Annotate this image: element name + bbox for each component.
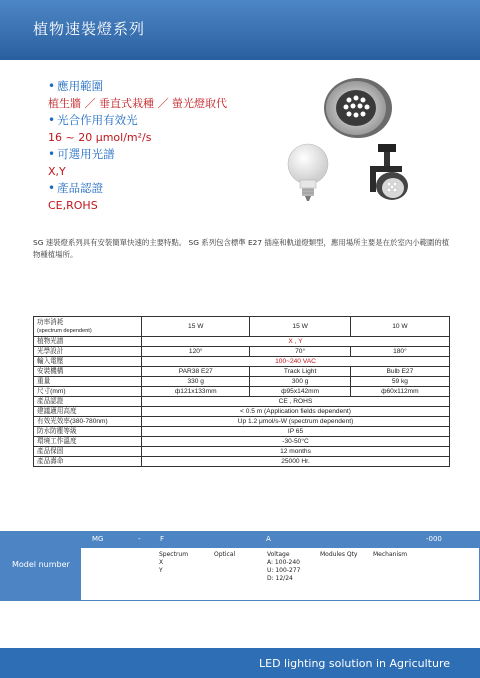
warranty-value: 12 months	[142, 447, 450, 457]
feature-application-values: 植生牆 ／ 垂直式栽種 ／ 螢光燈取代	[48, 97, 227, 110]
size-value-3: ф60x112mm	[350, 387, 449, 397]
temp-label: 環境工作溫度	[34, 437, 142, 447]
table-row	[34, 437, 450, 447]
par38-lamp-image	[316, 74, 396, 144]
temp-value: -30-50°C	[142, 437, 450, 447]
mount-value-2: Track Light	[250, 367, 350, 377]
table-row	[34, 317, 450, 337]
weight-value-3: 59 kg	[350, 377, 449, 387]
spectrum-value: X , Y	[142, 337, 450, 347]
feature-ppfd-title: • 光合作用有效光	[48, 113, 138, 127]
size-label: 尺寸(mm)	[34, 387, 142, 397]
model-voltage-options: Voltage A: 100-240 U: 100-277 D: 12/24	[267, 551, 301, 582]
table-row	[34, 447, 450, 457]
cert-value: CE , ROHS	[142, 397, 450, 407]
table-row	[34, 427, 450, 437]
model-number-label: Model number	[12, 560, 70, 569]
size-value-2: ф95x142mm	[250, 387, 350, 397]
feature-cert-title: • 產品認證	[48, 181, 104, 195]
weight-value-2: 300 g	[250, 377, 350, 387]
size-value-1: ф121x133mm	[142, 387, 250, 397]
optic-value-1: 120°	[142, 347, 250, 357]
feature-spectrum-value: X,Y	[48, 165, 66, 178]
power-value-1: 15 W	[142, 317, 250, 337]
table-row	[34, 347, 450, 357]
model-code-band	[80, 531, 480, 547]
height-value: < 0.5 m (Application fields dependent)	[142, 407, 450, 417]
spec-table	[33, 316, 450, 467]
efficiency-value: Up 1.2 μmol/s-W (spectrum dependent)	[142, 417, 450, 427]
feature-list	[48, 78, 288, 214]
spectrum-label: 植物光譜	[34, 337, 142, 347]
table-row	[34, 457, 450, 467]
table-row	[34, 337, 450, 347]
optic-value-2: 70°	[250, 347, 350, 357]
feature-application-title: • 應用範圍	[48, 79, 104, 93]
model-code-suffix: -000	[426, 535, 442, 543]
table-row	[34, 397, 450, 407]
voltage-value: 100~240 VAC	[142, 357, 450, 367]
product-description: SG 速裝燈系列具有安裝簡單快速的主要特點。 SG 系列包含標準 E27 插座和軌道燈類型，應用場所主要是在於室內小範圍的植物種植場所。	[33, 238, 450, 259]
ip-label: 防水防塵等級	[34, 427, 142, 437]
mount-value-3: Bulb E27	[350, 367, 449, 377]
model-number-label-cell	[0, 531, 80, 601]
table-row	[34, 417, 450, 427]
model-code-prefix: MG	[92, 535, 104, 543]
bulb-lamp-image	[282, 142, 334, 204]
feature-ppfd-value: 16 ~ 20 μmol/m²/s	[48, 131, 152, 144]
bullet-dot-icon: •	[48, 147, 56, 161]
model-code-spectrum: F	[160, 535, 165, 543]
header-bar	[0, 0, 480, 60]
feature-cert-value: CE,ROHS	[48, 199, 98, 212]
weight-value-1: 330 g	[142, 377, 250, 387]
footer-bar	[0, 648, 480, 678]
voltage-label: 輸入電壓	[34, 357, 142, 367]
table-row	[34, 367, 450, 377]
model-options	[80, 547, 480, 601]
table-row	[34, 377, 450, 387]
model-code-dash: -	[138, 535, 141, 543]
cert-label: 產品認證	[34, 397, 142, 407]
model-optical-options: Optical	[214, 551, 236, 558]
track-light-image	[356, 142, 416, 210]
warranty-label: 產品保固	[34, 447, 142, 457]
life-value: 25000 Hr.	[142, 457, 450, 467]
mount-value-1: PAR38 E27	[142, 367, 250, 377]
optic-value-3: 180°	[350, 347, 449, 357]
model-modules-options: Modules Qty	[320, 551, 358, 558]
mount-label: 安裝機構	[34, 367, 142, 377]
model-number-section	[0, 531, 480, 601]
page-title: 植物速裝燈系列	[33, 20, 146, 38]
table-row	[34, 357, 450, 367]
bullet-dot-icon: •	[48, 181, 56, 195]
weight-label: 重量	[34, 377, 142, 387]
height-label: 建議適用高度	[34, 407, 142, 417]
power-label: 功率消耗 (spectrum dependent)	[34, 317, 142, 337]
table-row	[34, 407, 450, 417]
table-row	[34, 387, 450, 397]
feature-spectrum-title: • 可選用光譜	[48, 147, 115, 161]
efficiency-label: 有效光效率(380-780nm)	[34, 417, 142, 427]
bullet-dot-icon: •	[48, 113, 56, 127]
model-spectrum-options: Spectrum X Y	[159, 551, 189, 574]
ip-value: IP 65	[142, 427, 450, 437]
footer-tagline: LED lighting solution in Agriculture	[258, 657, 450, 670]
bullet-dot-icon: •	[48, 79, 56, 93]
model-code-voltage: A	[266, 535, 271, 543]
life-label: 產品壽命	[34, 457, 142, 467]
power-value-2: 15 W	[250, 317, 350, 337]
power-value-3: 10 W	[350, 317, 449, 337]
optic-label: 光學設計	[34, 347, 142, 357]
model-mechanism-options: Mechanism	[373, 551, 408, 558]
